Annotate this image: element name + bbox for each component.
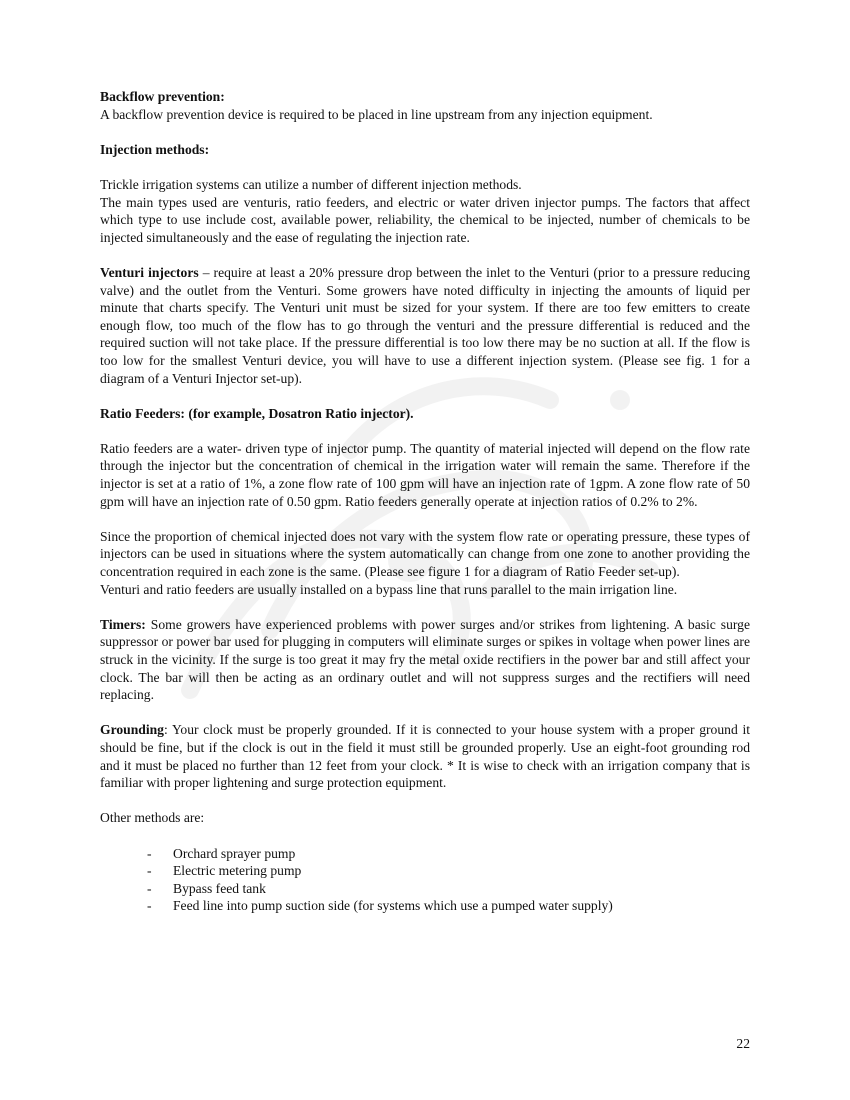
- list-item-text: Feed line into pump suction side (for systems which use a pumped water supply): [173, 898, 613, 914]
- list-item-text: Orchard sprayer pump: [173, 845, 296, 861]
- ratio-paragraph-2: Since the proportion of chemical injected does not vary with the system flow rate or operating pressure, these types of injectors can be used in situations where the system automatically can change from one zone to another providing the concentration required in each zone is the same. (Please see figure 1 for a diagram of Ratio Feeder set-up).: [100, 528, 750, 580]
- list-item-text: Electric metering pump: [173, 863, 302, 879]
- list-dash: -: [147, 863, 152, 879]
- injection-heading: Injection methods:: [100, 141, 210, 157]
- ratio-paragraph-3: Venturi and ratio feeders are usually installed on a bypass line that runs parallel to the main irrigation line.: [100, 581, 678, 597]
- list-item: [147, 862, 750, 880]
- timers-body: Some growers have experienced problems with power surges and/or strikes from lightening. A basic surge suppressor or power bar used for plugging in computers will eliminate surges or spikes in voltage when power lines are struck in the vicinity. If the surge is too great it may fry the metal oxide rectifiers in the power bar and still affect your clock. The bar will then be acting as an ordinary outlet and will not suppress surges and the rectifiers will need replacing.: [100, 616, 750, 703]
- venturi-paragraph: [100, 264, 750, 387]
- ratio-heading: Ratio Feeders: (for example, Dosatron Ratio injector).: [100, 405, 414, 421]
- injection-intro-2: The main types used are venturis, ratio feeders, and electric or water driven injector pumps. The factors that affect which type to use include cost, available power, reliability, the chemical to be injected, number of chemicals to be injected simultaneously and the ease of regulating the injection rate.: [100, 194, 750, 245]
- backflow-heading: Backflow prevention:: [100, 89, 225, 104]
- grounding-paragraph: [100, 721, 750, 791]
- list-dash: -: [147, 880, 152, 896]
- grounding-lead: Grounding: [100, 722, 164, 738]
- document-page: [100, 88, 750, 915]
- timers-lead: Timers:: [100, 616, 146, 632]
- timers-paragraph: [100, 616, 750, 704]
- list-item: [147, 897, 750, 915]
- other-methods-intro: Other methods are:: [100, 810, 205, 826]
- ratio-paragraph-1: Ratio feeders are a water- driven type of injector pump. The quantity of material injected will depend on the flow rate through the injector but the concentration of chemical in the irrigation water will remain the same. Therefore if the injector is set at a ratio of 1%, a zone flow rate of 100 gpm will have an injection rate of 1gpm. A zone flow rate of 50 gpm will have an injection rate of 0.50 gpm. Ratio feeders generally operate at injection ratios of 0.2% to 2%.: [100, 440, 750, 509]
- list-item-text: Bypass feed tank: [173, 880, 266, 896]
- injection-intro-1: Trickle irrigation systems can utilize a number of different injection methods.: [100, 176, 522, 192]
- list-item: [147, 880, 750, 898]
- list-dash: -: [147, 898, 152, 914]
- venturi-body: – require at least a 20% pressure drop between the inlet to the Venturi (prior to a pressure reducing valve) and the outlet from the Venturi. Some growers have noted difficulty in injecting the amounts of liquid per minute that charts specify. The Venturi unit must be sized for your system. If there are too few emitters to create enough flow, too much of the flow has to go through the venturi and the pressure differential is reduced and the required suction will not take place. If the pressure differential is too low there may be no suction at all. If the flow is too low for the smallest Venturi device, you will have to use a different injection system. (Please see fig. 1 for a diagram of a Venturi Injector set-up).: [100, 264, 750, 386]
- other-methods-list: [100, 845, 750, 915]
- backflow-body: A backflow prevention device is required to be placed in line upstream from any injection equipment.: [100, 106, 653, 122]
- list-item: [147, 845, 750, 863]
- venturi-lead: Venturi injectors: [100, 264, 199, 280]
- grounding-body: : Your clock must be properly grounded. If it is connected to your house system with a proper ground it should be fine, but if the clock is out in the field it must still be grounded properly. Use an eight-foot grounding rod and it must be placed no further than 12 feet from your clock. * It is wise to check with an irrigation company that is familiar with proper lightening and surge protection equipment.: [100, 722, 750, 791]
- list-dash: -: [147, 845, 152, 861]
- page-number: 22: [736, 1036, 750, 1051]
